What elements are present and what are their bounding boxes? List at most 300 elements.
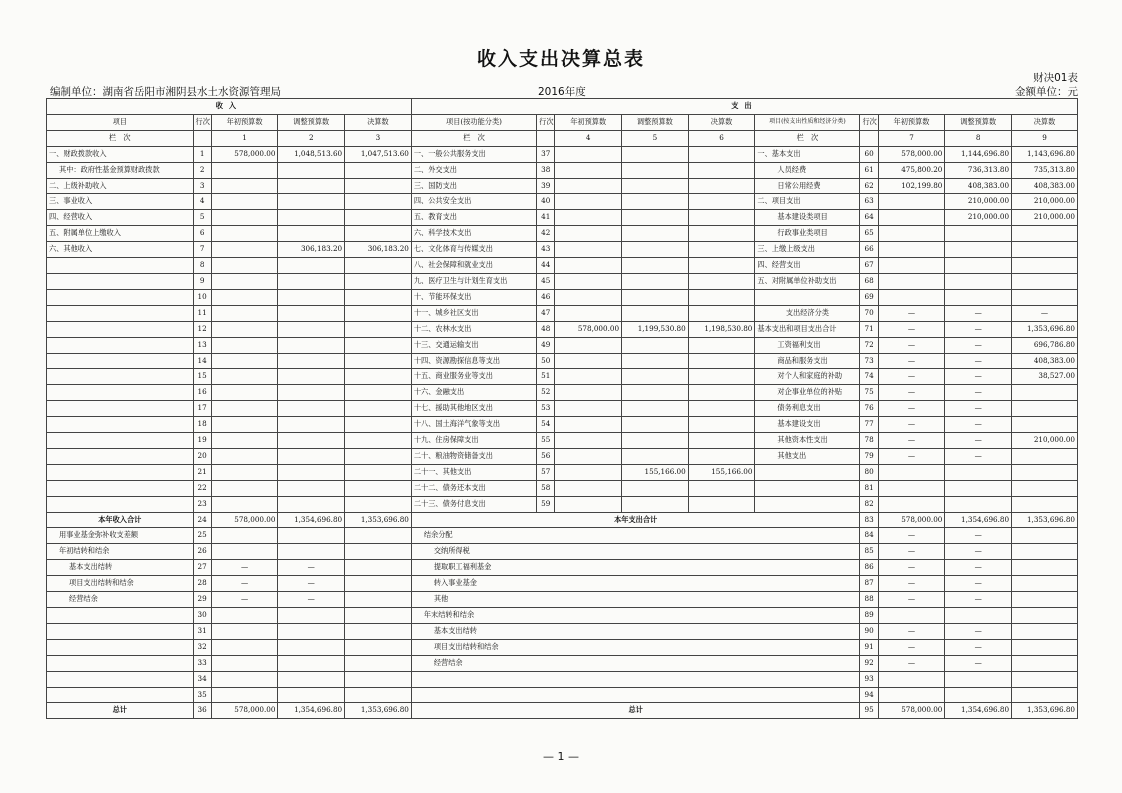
row-number: 70 bbox=[860, 305, 878, 321]
expense-func-initial bbox=[555, 464, 622, 480]
expense-nature-final bbox=[1012, 401, 1078, 417]
expense-func-initial bbox=[555, 194, 622, 210]
row-number: 2 bbox=[193, 162, 211, 178]
expense-func-item: 十二、农林水支出 bbox=[411, 321, 536, 337]
expense-func-adjusted bbox=[622, 242, 689, 258]
income-adjusted: — bbox=[278, 592, 345, 608]
expense-nature-adjusted: — bbox=[945, 623, 1012, 639]
expense-nature-item: 债务利息支出 bbox=[755, 401, 860, 417]
income-adjusted bbox=[278, 544, 345, 560]
expense-func-final bbox=[688, 496, 755, 512]
income-initial bbox=[211, 448, 278, 464]
expense-nature-final bbox=[1012, 448, 1078, 464]
expense-func-item: 一、一般公共服务支出 bbox=[411, 146, 536, 162]
expense-balance-item: 结余分配 bbox=[411, 528, 860, 544]
expense-nature-adjusted: — bbox=[945, 433, 1012, 449]
income-final bbox=[345, 178, 412, 194]
expense-nature-initial bbox=[878, 194, 945, 210]
income-final bbox=[345, 337, 412, 353]
expense-func-initial bbox=[555, 480, 622, 496]
row-number: 60 bbox=[860, 146, 878, 162]
expense-nature-adjusted: — bbox=[945, 417, 1012, 433]
income-final: 1,353,696.80 bbox=[345, 512, 412, 528]
row-number: 78 bbox=[860, 433, 878, 449]
row-number: 30 bbox=[193, 608, 211, 624]
expense-nature-initial bbox=[878, 496, 945, 512]
row-number: 10 bbox=[193, 289, 211, 305]
row-number: 20 bbox=[193, 448, 211, 464]
expense-nature-adjusted bbox=[945, 496, 1012, 512]
table-row bbox=[47, 353, 1078, 369]
expense-func-final bbox=[688, 258, 755, 274]
page-number: — 1 — bbox=[543, 750, 579, 763]
col-adjusted: 调整预算数 bbox=[622, 114, 689, 130]
expense-nature-initial: — bbox=[878, 321, 945, 337]
expense-balance-item: 交纳所得税 bbox=[411, 544, 860, 560]
expense-nature-initial: — bbox=[878, 401, 945, 417]
row-number: 88 bbox=[860, 592, 878, 608]
expense-func-item: 二十一、其他支出 bbox=[411, 464, 536, 480]
expense-func-final: 155,166.00 bbox=[688, 464, 755, 480]
income-initial bbox=[211, 623, 278, 639]
income-adjusted bbox=[278, 639, 345, 655]
income-adjusted bbox=[278, 608, 345, 624]
expense-nature-item: 其他资本性支出 bbox=[755, 433, 860, 449]
row-number: 7 bbox=[193, 242, 211, 258]
income-adjusted bbox=[278, 448, 345, 464]
income-adjusted: — bbox=[278, 576, 345, 592]
table-row bbox=[47, 401, 1078, 417]
expense-nature-final: 735,313.80 bbox=[1012, 162, 1078, 178]
income-initial: — bbox=[211, 576, 278, 592]
expense-nature-final bbox=[1012, 242, 1078, 258]
row-number: 37 bbox=[537, 146, 555, 162]
row-number: 76 bbox=[860, 401, 878, 417]
income-section-label: 收入 bbox=[47, 99, 412, 115]
expense-nature-initial bbox=[878, 289, 945, 305]
total-label: 总计 bbox=[47, 703, 194, 719]
expense-nature-final bbox=[1012, 289, 1078, 305]
column-number: 9 bbox=[1012, 130, 1078, 146]
expense-func-initial bbox=[555, 353, 622, 369]
income-final bbox=[345, 417, 412, 433]
table-row bbox=[47, 417, 1078, 433]
expense-nature-adjusted: — bbox=[945, 401, 1012, 417]
expense-nature-item: 一、基本支出 bbox=[755, 146, 860, 162]
expense-func-item: 七、文化体育与传媒支出 bbox=[411, 242, 536, 258]
expense-func-final bbox=[688, 417, 755, 433]
row-number: 64 bbox=[860, 210, 878, 226]
expense-nature-final: 210,000.00 bbox=[1012, 194, 1078, 210]
col-initial: 年初预算数 bbox=[555, 114, 622, 130]
income-adjusted bbox=[278, 401, 345, 417]
row-number: 94 bbox=[860, 687, 878, 703]
expense-func-initial bbox=[555, 273, 622, 289]
income-initial bbox=[211, 496, 278, 512]
income-initial bbox=[211, 464, 278, 480]
expense-nature-initial: 102,199.80 bbox=[878, 178, 945, 194]
expense-nature-item bbox=[755, 289, 860, 305]
col-project: 项目 bbox=[47, 114, 194, 130]
expense-func-final bbox=[688, 162, 755, 178]
row-number: 44 bbox=[537, 258, 555, 274]
table-row bbox=[47, 592, 1078, 608]
expense-nature-item: 三、上缴上级支出 bbox=[755, 242, 860, 258]
income-item bbox=[47, 289, 194, 305]
income-final bbox=[345, 592, 412, 608]
expense-section-label: 支出 bbox=[411, 99, 1077, 115]
row-number: 21 bbox=[193, 464, 211, 480]
expense-func-item: 十九、住房保障支出 bbox=[411, 433, 536, 449]
income-initial bbox=[211, 385, 278, 401]
table-body bbox=[47, 146, 1078, 719]
row-number: 33 bbox=[193, 655, 211, 671]
expense-func-item: 十一、城乡社区支出 bbox=[411, 305, 536, 321]
table-row bbox=[47, 623, 1078, 639]
expense-func-final bbox=[688, 178, 755, 194]
income-final bbox=[345, 305, 412, 321]
income-final: 1,353,696.80 bbox=[345, 703, 412, 719]
blank-cell bbox=[860, 130, 878, 146]
row-number: 79 bbox=[860, 448, 878, 464]
income-final bbox=[345, 273, 412, 289]
expense-nature-adjusted bbox=[945, 226, 1012, 242]
expense-nature-final bbox=[1012, 544, 1078, 560]
row-number: 91 bbox=[860, 639, 878, 655]
expense-nature-adjusted: — bbox=[945, 448, 1012, 464]
row-number: 28 bbox=[193, 576, 211, 592]
income-initial bbox=[211, 289, 278, 305]
income-final bbox=[345, 258, 412, 274]
expense-nature-final: 1,143,696.80 bbox=[1012, 146, 1078, 162]
col-row: 行次 bbox=[860, 114, 878, 130]
expense-nature-initial bbox=[878, 273, 945, 289]
expense-func-final bbox=[688, 369, 755, 385]
expense-nature-initial: — bbox=[878, 592, 945, 608]
expense-nature-initial bbox=[878, 210, 945, 226]
row-number: 39 bbox=[537, 178, 555, 194]
expense-nature-adjusted: — bbox=[945, 337, 1012, 353]
expense-nature-initial: 578,000.00 bbox=[878, 703, 945, 719]
col-adjusted: 调整预算数 bbox=[945, 114, 1012, 130]
expense-func-final bbox=[688, 480, 755, 496]
income-final bbox=[345, 369, 412, 385]
expense-nature-final bbox=[1012, 623, 1078, 639]
income-item bbox=[47, 671, 194, 687]
row-number: 71 bbox=[860, 321, 878, 337]
amount-unit: 金额单位：元 bbox=[1015, 86, 1078, 98]
expense-nature-final bbox=[1012, 273, 1078, 289]
expense-nature-item: 基本建设类项目 bbox=[755, 210, 860, 226]
income-adjusted bbox=[278, 385, 345, 401]
row-number: 73 bbox=[860, 353, 878, 369]
expense-nature-adjusted: 210,000.00 bbox=[945, 210, 1012, 226]
expense-nature-item: 对个人和家庭的补助 bbox=[755, 369, 860, 385]
income-initial bbox=[211, 305, 278, 321]
income-adjusted bbox=[278, 671, 345, 687]
expense-func-adjusted bbox=[622, 226, 689, 242]
expense-nature-item: 二、项目支出 bbox=[755, 194, 860, 210]
expense-nature-initial: — bbox=[878, 337, 945, 353]
expense-nature-initial: — bbox=[878, 576, 945, 592]
expense-func-adjusted bbox=[622, 146, 689, 162]
row-number: 92 bbox=[860, 655, 878, 671]
column-header-row bbox=[47, 114, 1078, 130]
expense-nature-final: 696,786.80 bbox=[1012, 337, 1078, 353]
total-label: 总计 bbox=[411, 703, 860, 719]
income-final bbox=[345, 576, 412, 592]
expense-nature-final: 210,000.00 bbox=[1012, 433, 1078, 449]
expense-func-adjusted bbox=[622, 289, 689, 305]
expense-nature-adjusted: — bbox=[945, 639, 1012, 655]
row-number: 8 bbox=[193, 258, 211, 274]
expense-func-final bbox=[688, 448, 755, 464]
col-initial: 年初预算数 bbox=[211, 114, 278, 130]
table-row bbox=[47, 671, 1078, 687]
expense-func-adjusted: 155,166.00 bbox=[622, 464, 689, 480]
income-initial bbox=[211, 337, 278, 353]
income-item bbox=[47, 385, 194, 401]
expense-func-item: 十六、金融支出 bbox=[411, 385, 536, 401]
col-final: 决算数 bbox=[345, 114, 412, 130]
income-item bbox=[47, 464, 194, 480]
expense-nature-final bbox=[1012, 655, 1078, 671]
expense-nature-item: 行政事业类项目 bbox=[755, 226, 860, 242]
income-adjusted bbox=[278, 655, 345, 671]
expense-func-item: 十、节能环保支出 bbox=[411, 289, 536, 305]
expense-nature-item: 基本支出和项目支出合计 bbox=[755, 321, 860, 337]
table-row bbox=[47, 305, 1078, 321]
expense-func-initial bbox=[555, 226, 622, 242]
expense-func-initial bbox=[555, 289, 622, 305]
expense-nature-initial bbox=[878, 671, 945, 687]
row-number: 11 bbox=[193, 305, 211, 321]
table-row bbox=[47, 433, 1078, 449]
row-number: 67 bbox=[860, 258, 878, 274]
row-number: 15 bbox=[193, 369, 211, 385]
row-number: 56 bbox=[537, 448, 555, 464]
expense-nature-adjusted: 1,144,696.80 bbox=[945, 146, 1012, 162]
row-number: 45 bbox=[537, 273, 555, 289]
expense-nature-adjusted: — bbox=[945, 560, 1012, 576]
expense-nature-adjusted: — bbox=[945, 321, 1012, 337]
income-item bbox=[47, 480, 194, 496]
expense-func-item: 五、教育支出 bbox=[411, 210, 536, 226]
expense-nature-initial: — bbox=[878, 655, 945, 671]
income-initial bbox=[211, 194, 278, 210]
expense-nature-adjusted: — bbox=[945, 369, 1012, 385]
expense-func-initial bbox=[555, 385, 622, 401]
row-number: 14 bbox=[193, 353, 211, 369]
expense-balance-item bbox=[411, 687, 860, 703]
expense-func-final bbox=[688, 305, 755, 321]
col-adjusted: 调整预算数 bbox=[278, 114, 345, 130]
row-number: 49 bbox=[537, 337, 555, 353]
income-initial bbox=[211, 162, 278, 178]
expense-nature-initial bbox=[878, 608, 945, 624]
expense-nature-final: 408,383.00 bbox=[1012, 353, 1078, 369]
income-adjusted bbox=[278, 623, 345, 639]
row-number: 16 bbox=[193, 385, 211, 401]
expense-func-initial bbox=[555, 369, 622, 385]
table-row bbox=[47, 544, 1078, 560]
expense-func-initial bbox=[555, 210, 622, 226]
expense-nature-adjusted: — bbox=[945, 576, 1012, 592]
income-initial bbox=[211, 210, 278, 226]
income-final bbox=[345, 464, 412, 480]
expense-nature-initial bbox=[878, 687, 945, 703]
row-number: 3 bbox=[193, 178, 211, 194]
row-number: 43 bbox=[537, 242, 555, 258]
expense-nature-final: 1,353,696.80 bbox=[1012, 703, 1078, 719]
income-item bbox=[47, 258, 194, 274]
expense-nature-adjusted: — bbox=[945, 592, 1012, 608]
income-adjusted bbox=[278, 687, 345, 703]
income-final bbox=[345, 608, 412, 624]
expense-func-final bbox=[688, 385, 755, 401]
row-number: 54 bbox=[537, 417, 555, 433]
row-number: 41 bbox=[537, 210, 555, 226]
table-row bbox=[47, 528, 1078, 544]
table-row bbox=[47, 687, 1078, 703]
row-number: 47 bbox=[537, 305, 555, 321]
row-number: 84 bbox=[860, 528, 878, 544]
expense-balance-item bbox=[411, 671, 860, 687]
income-item: 用事业基金弥补收支差额 bbox=[47, 528, 194, 544]
col-initial: 年初预算数 bbox=[878, 114, 945, 130]
expense-balance-item: 提取职工福利基金 bbox=[411, 560, 860, 576]
income-item bbox=[47, 655, 194, 671]
income-item bbox=[47, 433, 194, 449]
income-item bbox=[47, 369, 194, 385]
row-number: 63 bbox=[860, 194, 878, 210]
column-number-label: 栏 次 bbox=[411, 130, 536, 146]
expense-nature-initial: — bbox=[878, 385, 945, 401]
column-number: 5 bbox=[622, 130, 689, 146]
row-number: 58 bbox=[537, 480, 555, 496]
income-adjusted: 306,183.20 bbox=[278, 242, 345, 258]
income-initial: 578,000.00 bbox=[211, 146, 278, 162]
table-row bbox=[47, 655, 1078, 671]
expense-nature-adjusted bbox=[945, 258, 1012, 274]
expense-func-initial bbox=[555, 417, 622, 433]
expense-func-item: 十八、国土海洋气象等支出 bbox=[411, 417, 536, 433]
row-number: 40 bbox=[537, 194, 555, 210]
row-number: 1 bbox=[193, 146, 211, 162]
expense-nature-initial: — bbox=[878, 369, 945, 385]
expense-nature-adjusted: — bbox=[945, 655, 1012, 671]
expense-nature-item: 对企事业单位的补贴 bbox=[755, 385, 860, 401]
expense-nature-initial: — bbox=[878, 448, 945, 464]
income-item bbox=[47, 321, 194, 337]
expense-nature-initial bbox=[878, 480, 945, 496]
expense-func-adjusted bbox=[622, 337, 689, 353]
row-number: 77 bbox=[860, 417, 878, 433]
expense-func-adjusted bbox=[622, 210, 689, 226]
expense-func-item: 六、科学技术支出 bbox=[411, 226, 536, 242]
expense-func-final bbox=[688, 353, 755, 369]
row-number: 13 bbox=[193, 337, 211, 353]
expense-func-adjusted bbox=[622, 369, 689, 385]
table-row bbox=[47, 289, 1078, 305]
expense-nature-final: 38,527.00 bbox=[1012, 369, 1078, 385]
income-final bbox=[345, 210, 412, 226]
table-row bbox=[47, 178, 1078, 194]
column-number: 1 bbox=[211, 130, 278, 146]
expense-nature-initial: — bbox=[878, 639, 945, 655]
expense-nature-item: 支出经济分类 bbox=[755, 305, 860, 321]
expense-func-initial bbox=[555, 305, 622, 321]
income-adjusted bbox=[278, 273, 345, 289]
row-number: 66 bbox=[860, 242, 878, 258]
income-initial bbox=[211, 401, 278, 417]
income-initial bbox=[211, 242, 278, 258]
expense-nature-adjusted: 736,313.80 bbox=[945, 162, 1012, 178]
expense-func-initial bbox=[555, 496, 622, 512]
income-adjusted bbox=[278, 496, 345, 512]
expense-func-adjusted: 1,199,530.80 bbox=[622, 321, 689, 337]
row-number: 25 bbox=[193, 528, 211, 544]
income-adjusted bbox=[278, 480, 345, 496]
row-number: 52 bbox=[537, 385, 555, 401]
income-final bbox=[345, 194, 412, 210]
row-number: 81 bbox=[860, 480, 878, 496]
total-label: 本年支出合计 bbox=[411, 512, 860, 528]
expense-balance-item: 经营结余 bbox=[411, 655, 860, 671]
expense-func-adjusted bbox=[622, 417, 689, 433]
expense-nature-initial: — bbox=[878, 433, 945, 449]
fiscal-year: 2016年度 bbox=[538, 86, 586, 98]
row-number: 46 bbox=[537, 289, 555, 305]
income-final bbox=[345, 623, 412, 639]
income-item: 三、事业收入 bbox=[47, 194, 194, 210]
income-adjusted: 1,354,696.80 bbox=[278, 703, 345, 719]
income-adjusted: 1,354,696.80 bbox=[278, 512, 345, 528]
income-adjusted bbox=[278, 337, 345, 353]
income-adjusted bbox=[278, 194, 345, 210]
row-number: 75 bbox=[860, 385, 878, 401]
row-number: 18 bbox=[193, 417, 211, 433]
row-number: 61 bbox=[860, 162, 878, 178]
expense-func-initial bbox=[555, 433, 622, 449]
expense-nature-initial: 578,000.00 bbox=[878, 146, 945, 162]
row-number: 4 bbox=[193, 194, 211, 210]
blank-cell bbox=[537, 130, 555, 146]
table-row bbox=[47, 273, 1078, 289]
expense-func-adjusted bbox=[622, 401, 689, 417]
expense-func-item: 八、社会保障和就业支出 bbox=[411, 258, 536, 274]
expense-nature-item: 商品和服务支出 bbox=[755, 353, 860, 369]
expense-nature-adjusted: — bbox=[945, 353, 1012, 369]
expense-func-item: 三、国防支出 bbox=[411, 178, 536, 194]
expense-func-initial bbox=[555, 162, 622, 178]
expense-func-item: 十五、商业服务业等支出 bbox=[411, 369, 536, 385]
expense-nature-adjusted bbox=[945, 608, 1012, 624]
col-final: 决算数 bbox=[1012, 114, 1078, 130]
expense-nature-final bbox=[1012, 671, 1078, 687]
expense-nature-item: 其他支出 bbox=[755, 448, 860, 464]
income-item bbox=[47, 273, 194, 289]
income-initial bbox=[211, 417, 278, 433]
row-number: 26 bbox=[193, 544, 211, 560]
page-title: 收入支出决算总表 bbox=[476, 48, 645, 70]
expense-nature-initial bbox=[878, 258, 945, 274]
col-row: 行次 bbox=[193, 114, 211, 130]
table-row bbox=[47, 258, 1078, 274]
expense-func-final bbox=[688, 242, 755, 258]
expense-nature-final bbox=[1012, 608, 1078, 624]
income-item: 四、经营收入 bbox=[47, 210, 194, 226]
